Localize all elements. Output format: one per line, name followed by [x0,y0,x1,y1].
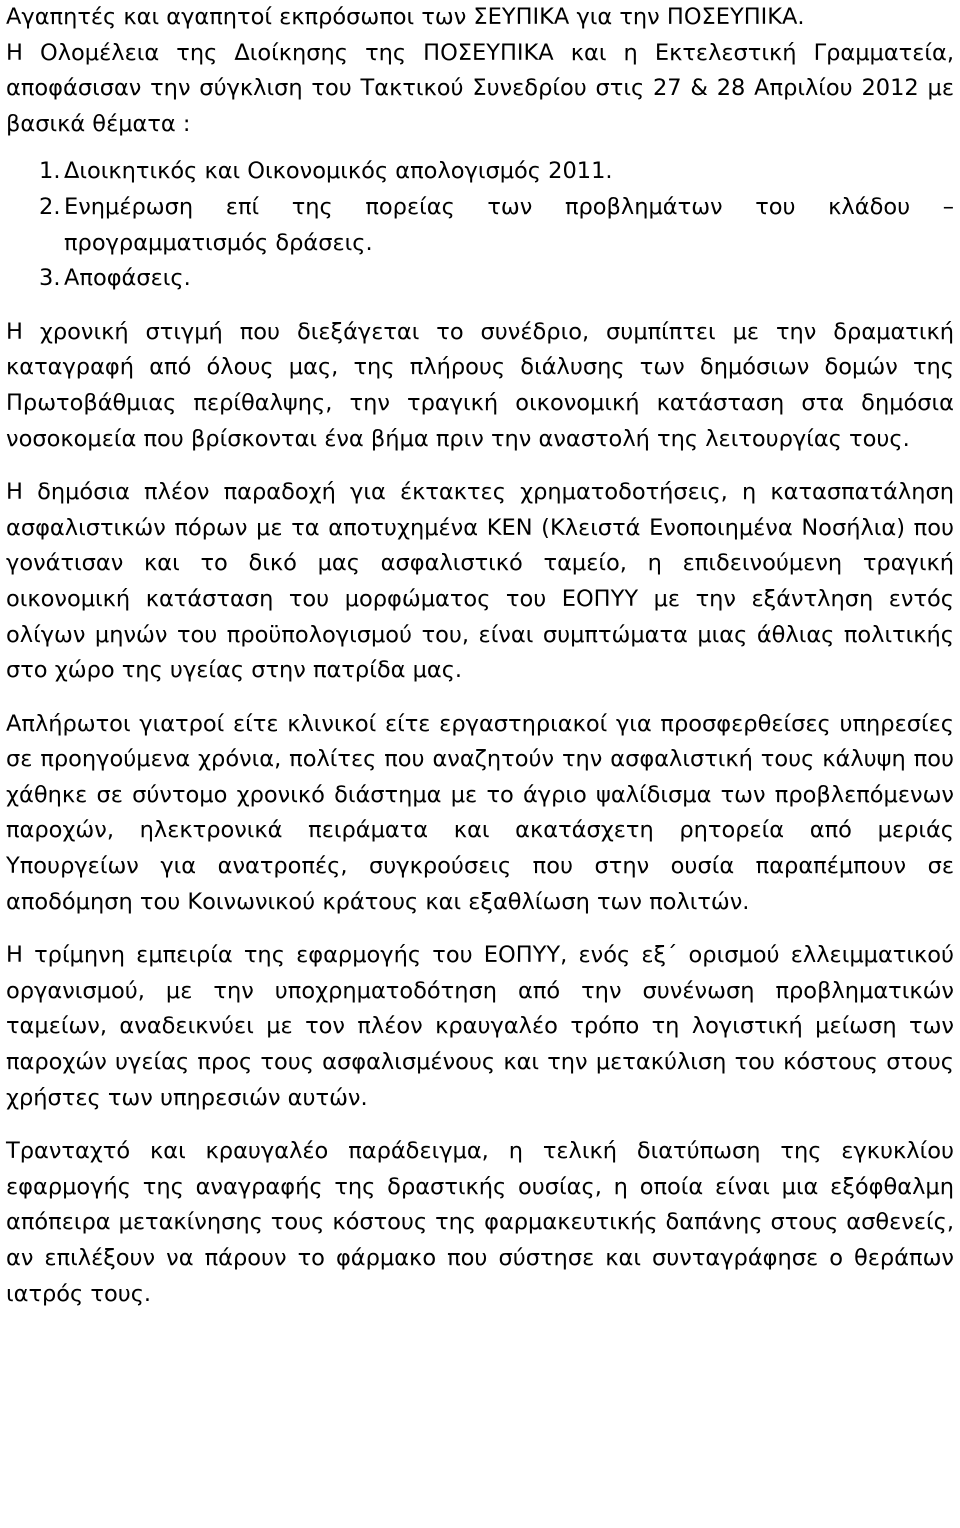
agenda-item-text: Ενημέρωση επί της πορείας των προβλημάτων του κλάδου – προγραμματισμός δράσεις. [64,193,954,256]
agenda-item-number: 3. [39,265,61,292]
greeting-line: Αγαπητές και αγαπητοί εκπρόσωποι των ΣΕΥΠΙΚΑ για την ΠΟΣΕΥΠΙΚΑ. [6,4,805,30]
body-paragraph: Τρανταχτό και κραυγαλέο παράδειγμα, η τελική διατύπωση της εγκυκλίου εφαρμογής της αναγραφής της δραστικής ουσίας, η οποία είναι μια εξόφθαλμη απόπειρα μετακίνησης τους κόστους της φαρμακευτικής δαπάνης στους ασθενείς, αν επιλέξουν να πάρουν το φάρμακο που σύστησε και συνταγράφησε ο θεράπων ιατρός τους. [6,1138,954,1307]
body-paragraph: Η δημόσια πλέον παραδοχή για έκτακτες χρηματοδοτήσεις, η κατασπατάληση ασφαλιστικών πόρων με τα αποτυχημένα ΚΕΝ (Κλειστά Ενοποιημένα Νοσήλια) που γονάτισαν και το δικό μας ασφαλιστικό ταμείο, η επιδεινούμενη τραγική οικονομική κατάσταση του μορφώματος του ΕΟΠΥΥ με την εξάντληση εντός ολίγων μηνών του προϋπολογισμού του, είναι συμπτώματα μιας άθλιας πολιτικής στο χώρο της υγείας στην πατρίδα μας. [6,479,954,684]
body-paragraph: Η τρίμηνη εμπειρία της εφαρμογής του ΕΟΠΥΥ, ενός εξ΄ ορισμού ελλειμματικού οργανισμού, με την υποχρηματοδότηση από την συνένωση προβληματικών ταμείων, αναδεικνύει με τον πλέον κραυγαλέο τρόπο τη λογιστική μείωση των παροχών υγείας προς τους ασφαλισμένους και την μετακύλιση του κόστους στους χρήστες των υπηρεσιών αυτών. [6,942,954,1111]
body-paragraph: Απλήρωτοι γιατροί είτε κλινικοί είτε εργαστηριακοί για προσφερθείσες υπηρεσίες σε προηγούμενα χρόνια, πολίτες που αναζητούν την ασφαλιστική τους κάλυψη που χάθηκε σε σύντομο χρονικό διάστημα με το άγριο ψαλίδισμα των προβλεπόμενων παροχών, ηλεκτρονικά πειράματα και ακατάσχετη ρητορεία από μεριάς Υπουργείων για ανατροπές, συγκρούσεις που στην ουσία παραπέμπουν σε αποδόμηση του Κοινωνικού κράτους και εξαθλίωση των πολιτών. [6,710,954,915]
agenda-list [6,154,954,296]
agenda-item-text: Διοικητικός και Οικονομικός απολογισμός 2011. [64,158,613,185]
agenda-item-number: 2. [39,193,61,220]
agenda-item-text: Αποφάσεις. [64,265,191,292]
document-page [6,0,954,1312]
agenda-item [6,154,954,190]
intro-paragraph: Η Ολομέλεια της Διοίκησης της ΠΟΣΕΥΠΙΚΑ και η Εκτελεστική Γραμματεία, αποφάσισαν την σύγκλιση του Τακτικού Συνεδρίου στις 27 & 28 Απριλίου 2012 με βασικά θέματα : [6,39,954,137]
agenda-item [6,261,954,297]
agenda-item-number: 1. [39,158,61,185]
body-paragraph: Η χρονική στιγμή που διεξάγεται το συνέδριο, συμπίπτει με την δραματική καταγραφή από όλους μας, της πλήρους διάλυσης των δημόσιων δομών της Πρωτοβάθμιας περίθαλψης, την τραγική οικονομική κατάσταση στα δημόσια νοσοκομεία που βρίσκονται ένα βήμα πριν την αναστολή της λειτουργίας τους. [6,318,954,452]
agenda-item [6,190,954,261]
